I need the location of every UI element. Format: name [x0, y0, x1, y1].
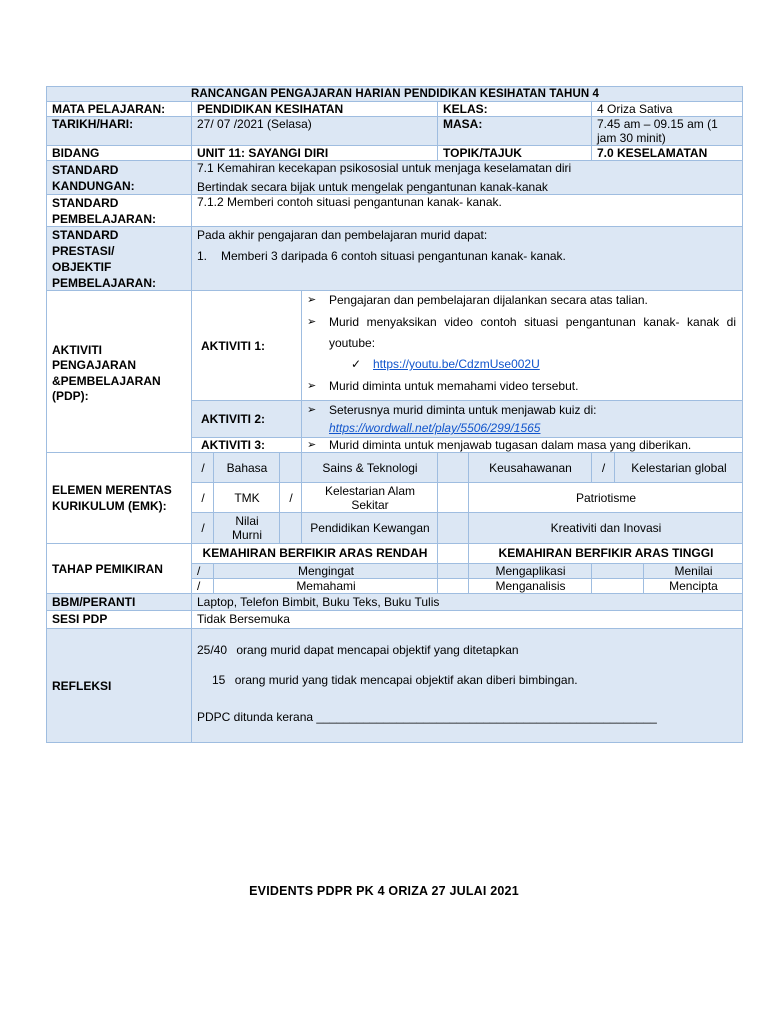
arrow-bullet-icon: ➢ — [307, 404, 317, 416]
aktiviti-3-content — [302, 438, 743, 453]
aktiviti-1-bullet-2: Murid menyaksikan video contoh situasi pengantunan kanak- kanak di youtube: — [329, 315, 736, 350]
arrow-bullet-icon: ➢ — [307, 439, 317, 451]
aktiviti-label-line: AKTIVITI — [52, 342, 102, 357]
emk-mark: / — [192, 513, 214, 544]
list-item — [307, 419, 738, 437]
sesi-row — [47, 611, 743, 629]
bbm-value: Laptop, Telefon Bimbit, Buku Teks, Buku Tulis — [192, 594, 743, 611]
objective-intro: Pada akhir pengajaran dan pembelajaran murid dapat: — [197, 228, 488, 242]
aktiviti-1-row — [47, 291, 743, 401]
tahap-pemikiran-label: TAHAP PEMIKIRAN — [47, 544, 192, 594]
list-item — [307, 378, 736, 394]
arrow-bullet-icon: ➢ — [307, 316, 317, 328]
standard-kandungan-label — [47, 161, 192, 195]
refleksi-line-3: PDPC ditunda kerana ___________________________________________________ — [197, 710, 657, 724]
bidang-value: UNIT 11: SAYANGI DIRI — [192, 146, 438, 161]
emk-mark: / — [192, 453, 214, 483]
topik-value: 7.0 KESELAMATAN — [592, 146, 743, 161]
objective-item — [197, 249, 738, 263]
standard-pembelajaran-label-line: PEMBELAJARAN: — [52, 212, 157, 226]
standard-kandungan-label-line: STANDARD — [52, 163, 119, 177]
arrow-bullet-icon: ➢ — [307, 294, 317, 306]
standard-pembelajaran-value: 7.1.2 Memberi contoh situasi pengantunan kanak- kanak. — [192, 195, 743, 227]
emk-kreativiti: Kreativiti dan Inovasi — [469, 513, 743, 544]
topik-label: TOPIK/TAJUK — [438, 146, 592, 161]
checkmark-icon: ✓ — [351, 357, 362, 371]
tahap-mark: / — [192, 564, 214, 579]
refleksi-text-achieved: orang murid dapat mencapai objektif yang ditetapkan — [236, 643, 519, 657]
emk-keusahawanan: Keusahawanan — [469, 453, 592, 483]
aktiviti-label-line: PENGAJARAN — [52, 358, 137, 372]
standard-prestasi-label-line: PEMBELAJARAN: — [52, 276, 157, 290]
standard-prestasi-label-line: OBJEKTIF — [52, 260, 112, 274]
tahap-mark: / — [192, 579, 214, 594]
aktiviti-2-bullet-1: Seterusnya murid diminta untuk menjawab kuiz di: — [329, 403, 597, 417]
footer-caption: EVIDENTS PDPR PK 4 ORIZA 27 JULAI 2021 — [249, 884, 519, 898]
sesi-label: SESI PDP — [47, 611, 192, 629]
aktiviti-label-line: &PEMBELAJARAN — [52, 373, 161, 388]
emk-mark: / — [280, 483, 302, 513]
list-item — [307, 401, 738, 419]
refleksi-text-not-achieved: orang murid yang tidak mencapai objektif akan diberi bimbingan. — [234, 673, 578, 687]
standard-kandungan-line: Bertindak secara bijak untuk mengelak pengantunan kanak-kanak — [197, 180, 548, 194]
standard-prestasi-label — [47, 227, 192, 291]
page-title: RANCANGAN PENGAJARAN HARIAN PENDIDIKAN KESIHATAN TAHUN 4 — [47, 87, 743, 102]
masa-value: 7.45 am – 09.15 am (1 jam 30 minit) — [592, 117, 743, 146]
objective-number: 1. — [197, 249, 208, 263]
standard-kandungan-line: 7.1 Kemahiran kecekapan psikososial untuk menjaga keselamatan diri — [197, 161, 572, 175]
lesson-plan-table — [46, 86, 743, 743]
aktiviti-1-label: AKTIVITI 1: — [192, 291, 302, 401]
refleksi-count-achieved: 25/40 — [197, 643, 228, 657]
kbar-header: KEMAHIRAN BERFIKIR ARAS RENDAH — [192, 544, 438, 564]
list-item — [307, 438, 738, 452]
standard-pembelajaran-label — [47, 195, 192, 227]
subject-row — [47, 102, 743, 117]
list-item — [307, 356, 736, 372]
tahap-memahami: Memahami — [214, 579, 438, 594]
refleksi-label: REFLEKSI — [47, 629, 192, 743]
standard-kandungan-label-line: KANDUNGAN: — [52, 179, 135, 193]
tahap-header-row — [47, 544, 743, 564]
aktiviti-3-label: AKTIVITI 3: — [192, 438, 302, 453]
standard-kandungan-value — [192, 161, 743, 195]
emk-sains: Sains & Teknologi — [302, 453, 438, 483]
standard-prestasi-label-line: STANDARD — [52, 228, 119, 242]
aktiviti-3-bullet-1: Murid diminta untuk menjawab tugasan dalam masa yang diberikan. — [329, 438, 692, 452]
emk-kelestarian-alam: Kelestarian Alam Sekitar — [302, 483, 438, 513]
aktiviti-label-line: (PDP): — [52, 389, 89, 403]
kbat-header: KEMAHIRAN BERFIKIR ARAS TINGGI — [469, 544, 743, 564]
date-row — [47, 117, 743, 146]
standard-pembelajaran-label-line: STANDARD — [52, 196, 119, 210]
list-item — [307, 292, 736, 308]
title-row — [47, 87, 743, 102]
mata-pelajaran-value: PENDIDIKAN KESIHATAN — [192, 102, 438, 117]
field-row — [47, 146, 743, 161]
aktiviti-1-bullet-3: Murid diminta untuk memahami video tersebut. — [329, 379, 579, 393]
emk-mark: / — [192, 483, 214, 513]
tahap-mencipta: Mencipta — [644, 579, 743, 594]
standard-prestasi-value — [192, 227, 743, 291]
aktiviti-1-bullet-1: Pengajaran dan pembelajaran dijalankan secara atas talian. — [329, 293, 648, 307]
refleksi-line-2 — [197, 673, 738, 687]
standard-prestasi-label-line: PRESTASI/ — [52, 244, 115, 258]
aktiviti-1-content — [302, 291, 743, 401]
refleksi-count-not-achieved: 15 — [212, 673, 226, 687]
emk-row-1 — [47, 453, 743, 483]
bbm-row — [47, 594, 743, 611]
emk-label — [47, 453, 192, 544]
refleksi-value — [192, 629, 743, 743]
tahap-menilai: Menilai — [644, 564, 743, 579]
emk-label-line: ELEMEN MERENTAS — [52, 483, 172, 497]
aktiviti-label — [47, 291, 192, 453]
emk-bahasa: Bahasa — [214, 453, 280, 483]
standard-prestasi-row — [47, 227, 743, 291]
objective-text: Memberi 3 daripada 6 contoh situasi pengantunan kanak- kanak. — [221, 249, 566, 263]
kelas-value: 4 Oriza Sativa — [592, 102, 743, 117]
emk-kelestarian-global: Kelestarian global — [615, 453, 743, 483]
emk-nilai-murni: Nilai Murni — [214, 513, 280, 544]
masa-label: MASA: — [438, 117, 592, 146]
standard-kandungan-row — [47, 161, 743, 195]
sesi-value: Tidak Bersemuka — [192, 611, 743, 629]
emk-tmk: TMK — [214, 483, 280, 513]
emk-mark: / — [592, 453, 615, 483]
tarikh-label: TARIKH/HARI: — [47, 117, 192, 146]
emk-label-line: KURIKULUM (EMK): — [52, 499, 167, 513]
refleksi-row — [47, 629, 743, 743]
aktiviti-2-label: AKTIVITI 2: — [192, 401, 302, 438]
wordwall-link[interactable]: https://wordwall.net/play/5506/299/1565 — [329, 421, 541, 435]
arrow-bullet-icon: ➢ — [307, 380, 317, 392]
tarikh-value: 27/ 07 /2021 (Selasa) — [192, 117, 438, 146]
list-item — [307, 312, 736, 354]
tahap-menganalisis: Menganalisis — [469, 579, 592, 594]
mata-pelajaran-label: MATA PELAJARAN: — [47, 102, 192, 117]
bidang-label: BIDANG — [47, 146, 192, 161]
emk-kewangan: Pendidikan Kewangan — [302, 513, 438, 544]
refleksi-line-1 — [197, 643, 738, 657]
tahap-mengaplikasi: Mengaplikasi — [469, 564, 592, 579]
emk-patriotisme: Patriotisme — [469, 483, 743, 513]
tahap-mengingat: Mengingat — [214, 564, 438, 579]
standard-pembelajaran-row — [47, 195, 743, 227]
aktiviti-2-content — [302, 401, 743, 438]
youtube-link[interactable]: https://youtu.be/CdzmUse002U — [373, 357, 540, 371]
lesson-plan-sheet — [46, 86, 742, 743]
bbm-label: BBM/PERANTI — [47, 594, 192, 611]
kelas-label: KELAS: — [438, 102, 592, 117]
